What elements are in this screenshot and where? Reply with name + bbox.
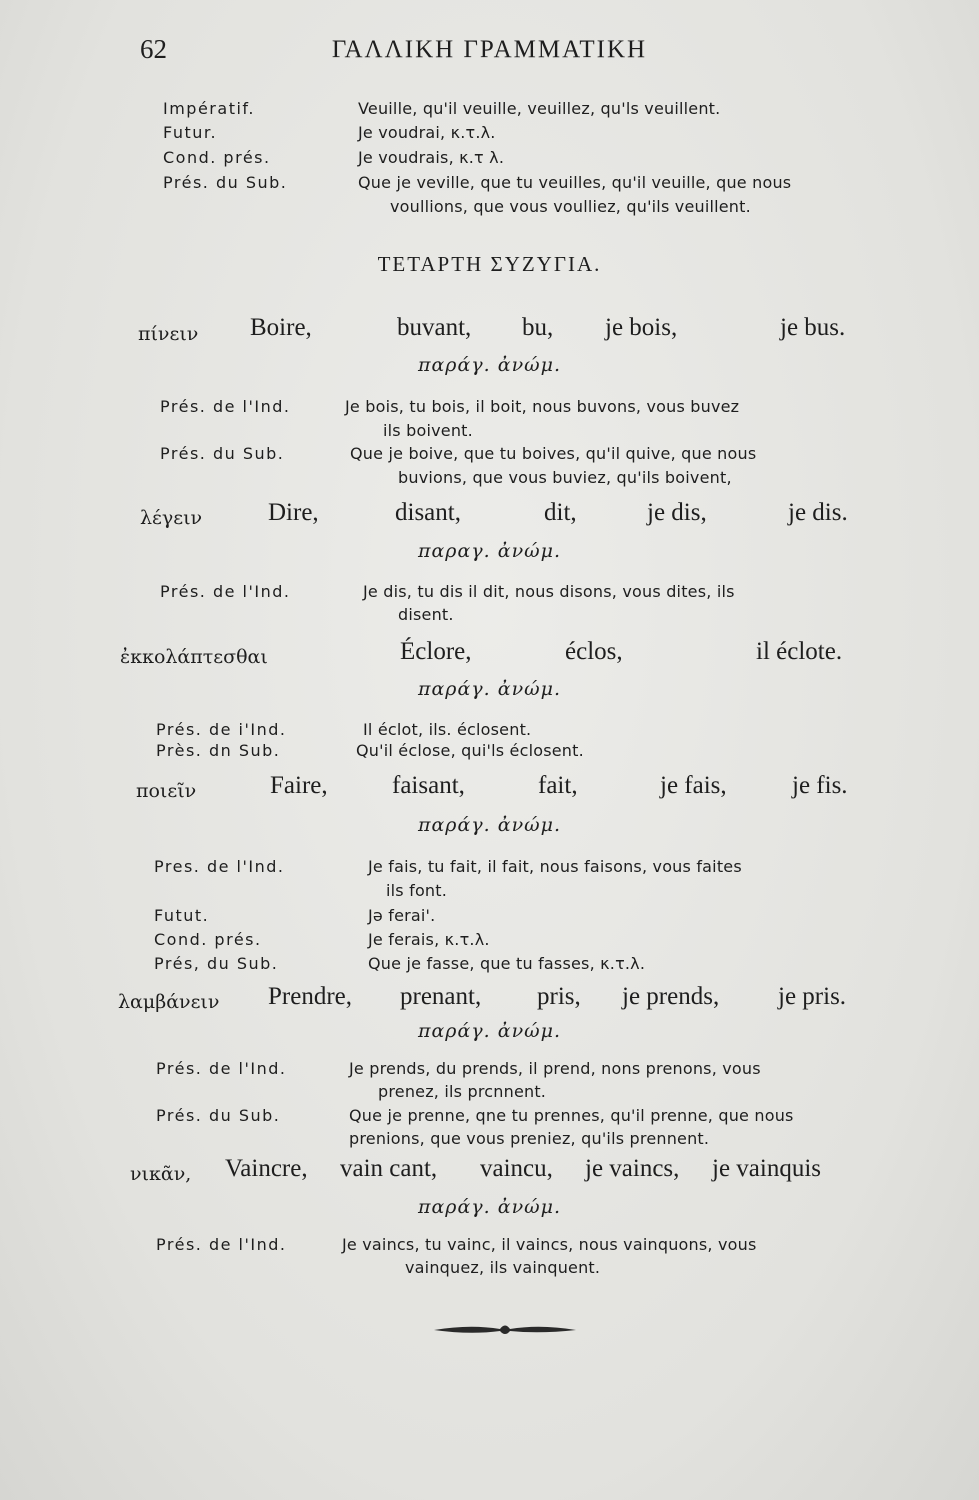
verb-form: disant,	[395, 499, 461, 526]
irregular-note: παράγ. ἀνώμ.	[417, 1196, 561, 1218]
verb-form: je dis,	[647, 499, 707, 526]
verb-form: Dire,	[268, 499, 319, 526]
conjugation-text: Je dis, tu dis il dit, nous disons, vous dites, ils	[363, 582, 735, 601]
conjugation-text: Veuille, qu'il veuille, veuillez, qu'ls veuillent.	[358, 99, 721, 118]
verb-form: je bois,	[605, 314, 678, 341]
conjugation-text: Je fais, tu fait, il fait, nous faisons, vous faites	[368, 857, 742, 876]
tense-label: Prés. de l'Ind.	[156, 1235, 287, 1254]
verb-form: je prends,	[622, 983, 720, 1010]
conjugation-continuation: buvions, que vous buviez, qu'ils boivent,	[398, 468, 732, 487]
verb-form: il éclote.	[756, 638, 843, 665]
greek-gloss: ἐκκολάπτεσθαι	[120, 646, 268, 668]
verb-form: Éclore,	[400, 638, 472, 665]
verb-form: Faire,	[270, 772, 328, 799]
verb-form: je fais,	[660, 772, 727, 799]
ornament-divider-icon	[430, 1320, 580, 1340]
irregular-note: παράγ. ἀνώμ.	[417, 1020, 561, 1042]
conjugation-text: Je ferais, κ.τ.λ.	[368, 930, 490, 949]
verb-form: éclos,	[565, 638, 623, 665]
running-header	[0, 34, 979, 74]
tense-label: Près. dn Sub.	[156, 741, 281, 760]
tense-label: Impératif.	[163, 99, 255, 118]
conjugation-continuation: prenez, ils prcnnent.	[378, 1082, 547, 1101]
verb-form: je vaincs,	[585, 1155, 680, 1182]
verb-form: je fis.	[792, 772, 848, 799]
greek-gloss: πίνειν	[138, 323, 199, 345]
tense-label: Prés. de i'Ind.	[156, 720, 287, 739]
conjugation-text: Je voudrai, κ.τ.λ.	[358, 123, 496, 142]
tense-label: Prés. du Sub.	[156, 1106, 281, 1125]
conjugation-text: Jə ferai'.	[368, 906, 436, 925]
tense-label: Pres. de l'Ind.	[154, 857, 285, 876]
greek-gloss: ποιεῖν	[136, 780, 197, 802]
verb-form: Vaincre,	[225, 1155, 308, 1182]
verb-form: je dis.	[788, 499, 848, 526]
conjugation-continuation: voullions, que vous voulliez, qu'ils veuillent.	[390, 197, 751, 216]
tense-label: Cond. prés.	[154, 930, 262, 949]
irregular-note: παράγ. ἀνώμ.	[417, 354, 561, 376]
greek-gloss: λαμβάνειν	[118, 991, 220, 1013]
conjugation-text: Je vaincs, tu vainc, il vaincs, nous vainquons, vous	[342, 1235, 757, 1254]
conjugation-text: Qu'il éclose, qui'ls éclosent.	[356, 741, 584, 760]
conjugation-text: Je voudrais, κ.τ λ.	[358, 148, 505, 167]
irregular-note: παράγ. ἀνώμ.	[417, 678, 561, 700]
verb-form: Prendre,	[268, 983, 352, 1010]
verb-form: faisant,	[392, 772, 465, 799]
conjugation-continuation: vainquez, ils vainquent.	[405, 1258, 601, 1277]
running-title: ΓΑΛΛΙΚΗ ΓΡΑΜΜΑΤΙΚΗ	[331, 36, 648, 63]
conjugation-continuation: ils font.	[386, 881, 448, 900]
conjugation-continuation: ils boivent.	[383, 421, 473, 440]
conjugation-text: Que je veville, que tu veuilles, qu'il veuille, que nous	[358, 173, 792, 192]
irregular-note: παράγ. ἀνώμ.	[417, 814, 561, 836]
verb-form: pris,	[537, 983, 581, 1010]
verb-form: je bus.	[780, 314, 846, 341]
greek-gloss: νικᾶν,	[130, 1163, 192, 1185]
tense-label: Prés, du Sub.	[154, 954, 279, 973]
irregular-note: παραγ. ἀνώμ.	[417, 540, 561, 562]
tense-label: Prés. du Sub.	[163, 173, 288, 192]
conjugation-text: Je bois, tu bois, il boit, nous buvons, vous buvez	[345, 397, 740, 416]
verb-form: vain cant,	[340, 1155, 438, 1182]
tense-label: Prés. de l'Ind.	[160, 582, 291, 601]
tense-label: Prés. de l'Ind.	[156, 1059, 287, 1078]
verb-form: vaincu,	[480, 1155, 553, 1182]
section-title: ΤΕΤΑΡΤΗ ΣΥΖΥΓΙΑ.	[377, 252, 602, 276]
verb-form: bu,	[522, 314, 554, 341]
conjugation-text: Que je prenne, qne tu prennes, qu'il prenne, que nous	[349, 1106, 794, 1125]
conjugation-text: Que je fasse, que tu fasses, κ.τ.λ.	[368, 954, 646, 973]
verb-form: Boire,	[250, 314, 312, 341]
conjugation-text: Que je boive, que tu boives, qu'il quive, que nous	[350, 444, 757, 463]
tense-label: Futur.	[163, 123, 218, 142]
verb-form: buvant,	[397, 314, 472, 341]
conjugation-text: Il éclot, ils. éclosent.	[363, 720, 532, 739]
verb-form: prenant,	[400, 983, 482, 1010]
tense-label: Futut.	[154, 906, 210, 925]
conjugation-continuation: disent.	[398, 605, 454, 624]
verb-form: je pris.	[778, 983, 847, 1010]
tense-label: Cond. prés.	[163, 148, 271, 167]
verb-form: dit,	[544, 499, 577, 526]
conjugation-text: Je prends, du prends, il prend, nons prenons, vous	[349, 1059, 761, 1078]
greek-gloss: λέγειν	[140, 507, 203, 529]
conjugation-continuation: prenions, que vous preniez, qu'ils prennent.	[349, 1129, 710, 1148]
verb-form: fait,	[538, 772, 578, 799]
tense-label: Prés. de l'Ind.	[160, 397, 291, 416]
verb-form: je vainquis	[712, 1155, 822, 1182]
page-number: 62	[140, 34, 167, 64]
tense-label: Prés. du Sub.	[160, 444, 285, 463]
